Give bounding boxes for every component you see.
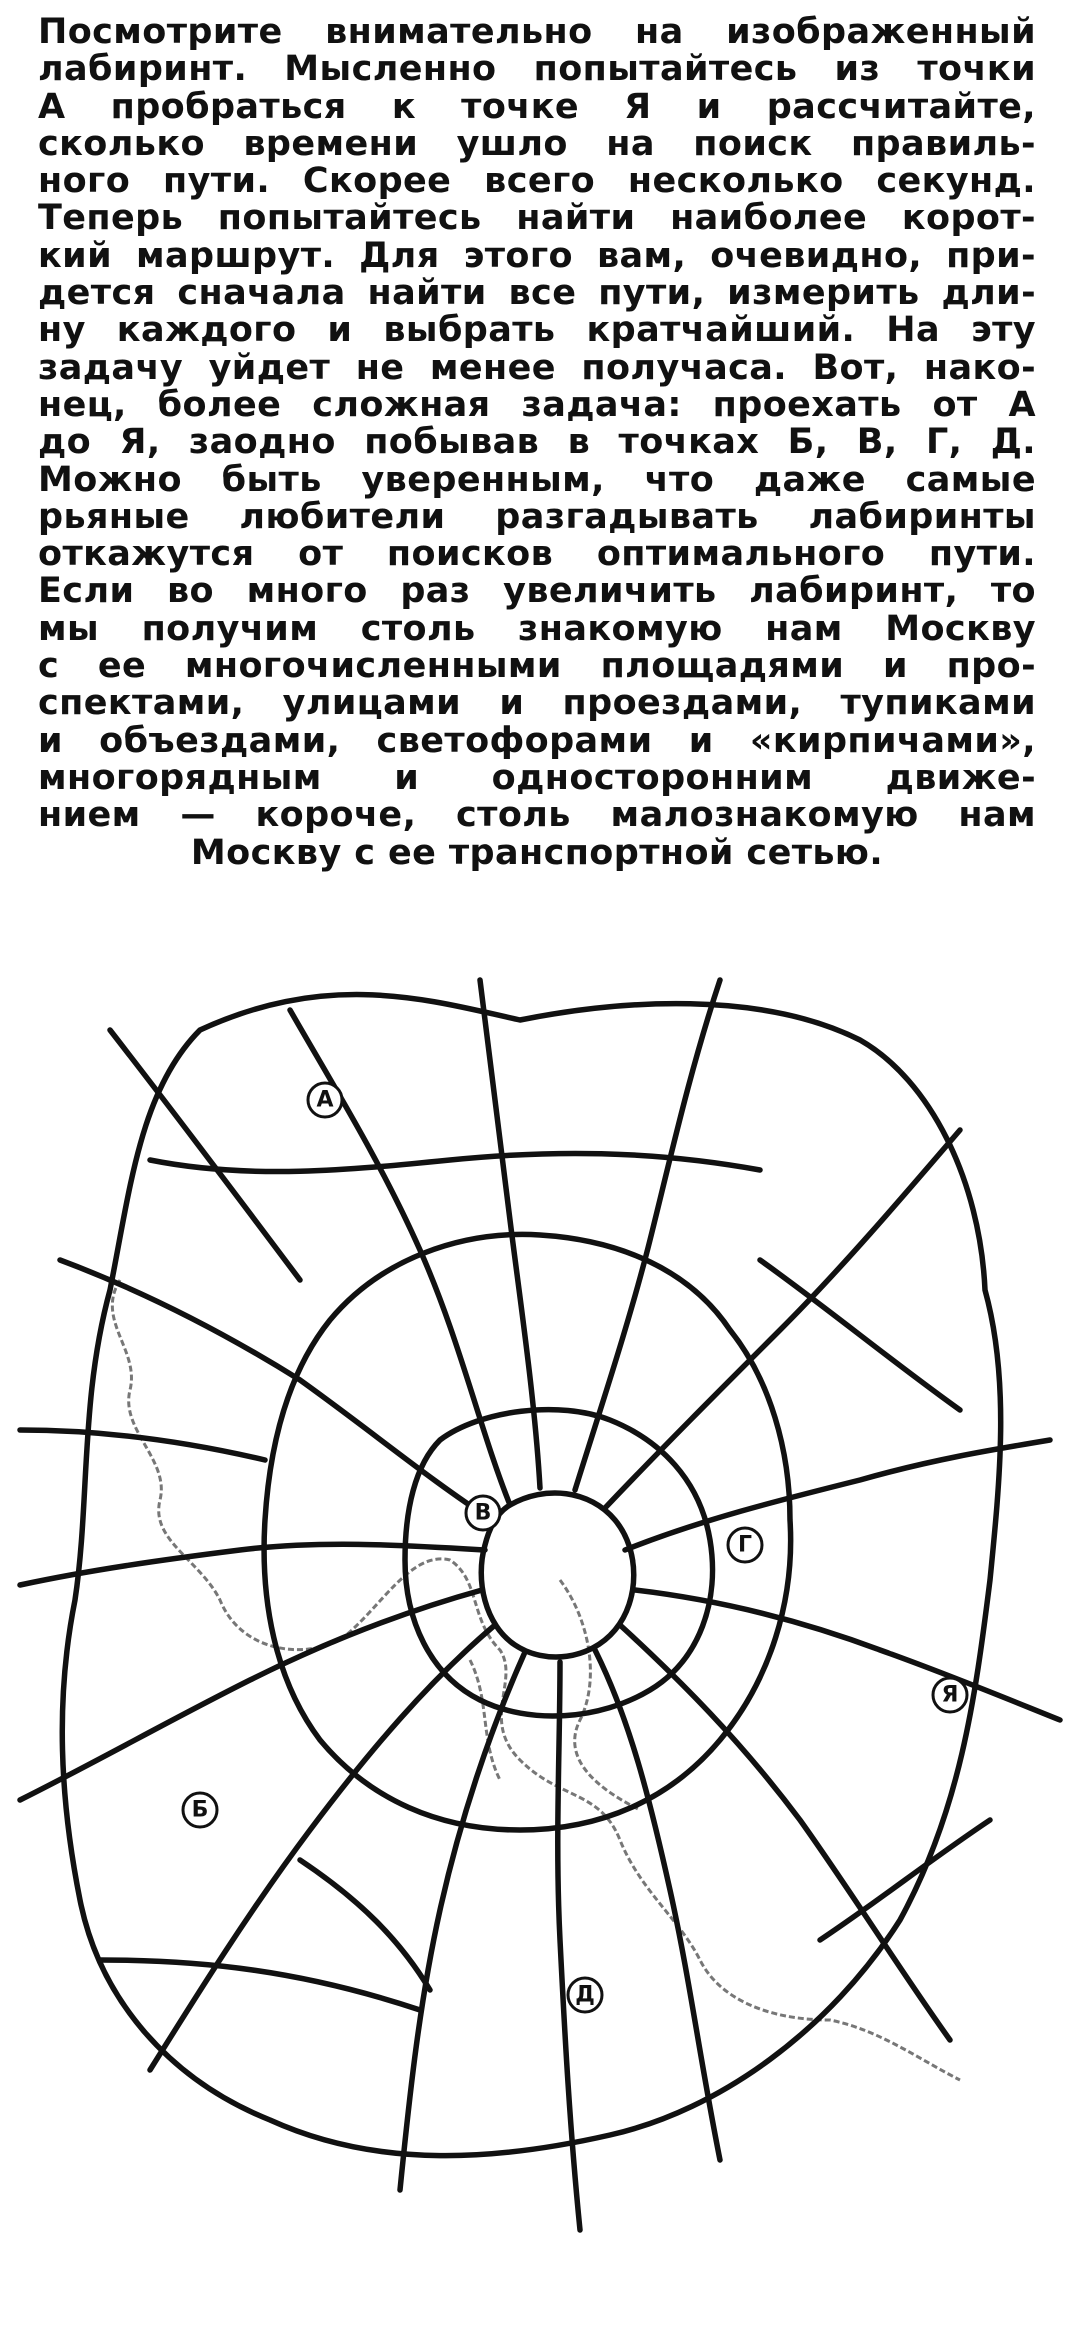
chord-roads <box>100 1153 990 2010</box>
middle-ring <box>264 1234 791 1830</box>
article-line: спектами, улицами и проездами, тупиками <box>38 683 1036 724</box>
article-line: ного пути. Скорее всего несколько секунд. <box>38 161 1036 202</box>
point-ya-marker <box>933 1678 967 1712</box>
article-line: нец, более сложная задача: проехать от А <box>38 384 1036 425</box>
point-v-marker <box>466 1496 500 1530</box>
article-text <box>38 14 1036 872</box>
point-a-label: А <box>316 1087 334 1113</box>
article-line: и объездами, светофорами и «кирпичами», <box>38 720 1036 761</box>
article-line: Теперь попытайтесь найти наиболее корот- <box>38 198 1036 239</box>
article-line: задачу уйдет не менее получаса. Вот, нако- <box>38 347 1036 388</box>
article-line: мы получим столь знакомую нам Москву <box>38 608 1036 649</box>
article-line: многорядным и односторонним движе- <box>38 757 1036 798</box>
article-line: рьяные любители разгадывать лабиринты <box>38 496 1036 537</box>
article-line: откажутся от поисков оптимального пути. <box>38 534 1036 575</box>
point-g-marker <box>728 1528 762 1562</box>
article-line: лабиринт. Мысленно попытайтесь из точки <box>38 49 1036 90</box>
moscow-road-maze-map <box>0 960 1068 2339</box>
point-b-label: Б <box>191 1797 209 1823</box>
article-line: до Я, заодно побывав в точках Б, В, Г, Д. <box>38 422 1036 463</box>
article-line: Если во много раз увеличить лабиринт, то <box>38 571 1036 612</box>
point-d-marker <box>568 1978 602 2012</box>
inner-ring <box>481 1493 634 1657</box>
point-b-marker <box>183 1793 217 1827</box>
river <box>112 1280 960 2080</box>
article-line: кий маршрут. Для этого вам, очевидно, при- <box>38 235 1036 276</box>
point-a-marker <box>308 1083 342 1117</box>
article-line: ну каждого и выбрать кратчайший. На эту <box>38 310 1036 351</box>
article-line: А пробраться к точке Я и рассчитайте, <box>38 86 1036 127</box>
point-ya-label: Я <box>941 1682 959 1708</box>
article-line: нием — короче, столь малознакомую нам <box>38 795 1036 836</box>
point-d-label: Д <box>575 1982 595 2008</box>
article-line: Можно быть уверенным, что даже самые <box>38 459 1036 500</box>
article-line: Москву с ее транспортной сетью. <box>190 832 884 873</box>
article-line: с ее многочисленными площадями и про- <box>38 646 1036 687</box>
radial-roads <box>20 980 1060 2230</box>
point-v-label: В <box>474 1500 492 1526</box>
point-g-label: Г <box>737 1532 753 1558</box>
article-line: Посмотрите внимательно на изображенный <box>38 12 1036 52</box>
article-line: сколько времени ушло на поиск правиль- <box>38 123 1036 164</box>
article-line: дется сначала найти все пути, измерить дли- <box>38 273 1036 314</box>
